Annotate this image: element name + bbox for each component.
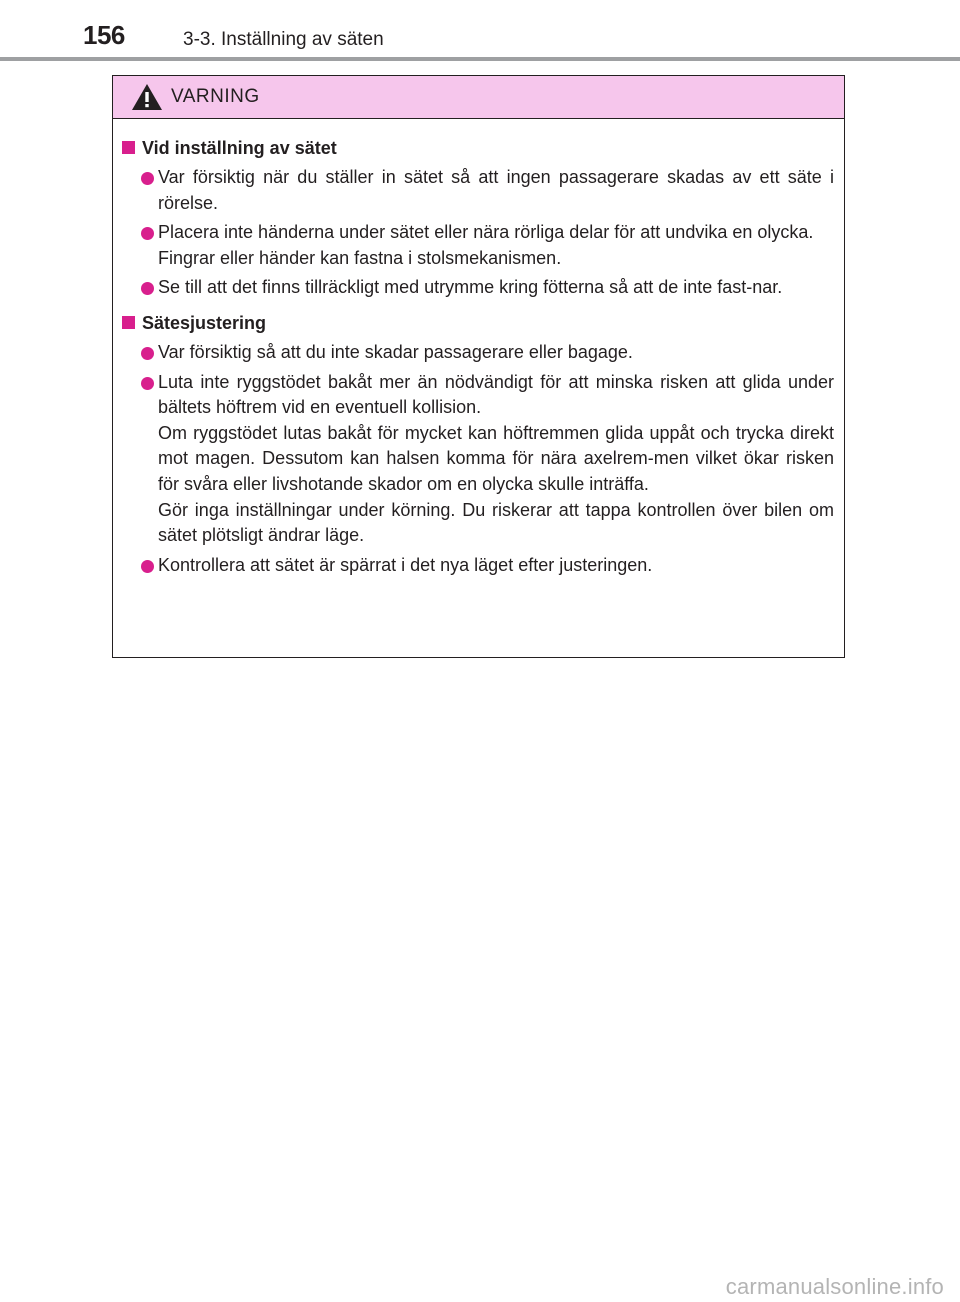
bullet-text: Fingrar eller händer kan fastna i stolsmekanismen. <box>158 247 562 268</box>
list-item <box>121 220 836 271</box>
page-number: 156 <box>83 20 125 50</box>
list-item <box>121 340 836 366</box>
section-heading <box>121 135 836 161</box>
watermark: carmanualsonline.info <box>725 1274 944 1299</box>
warning-label: VARNING <box>171 86 260 107</box>
circle-bullet-icon <box>141 560 154 573</box>
bullet-text: Var försiktig när du ställer in sätet så att ingen passagerare skadas av ett säte i rörelse. <box>158 167 834 213</box>
warning-header <box>113 76 844 119</box>
list-item <box>121 275 836 301</box>
section-heading-text: Vid inställning av sätet <box>142 138 337 158</box>
circle-bullet-icon <box>141 377 154 390</box>
warning-triangle-icon <box>131 83 163 111</box>
list-item <box>121 553 836 579</box>
circle-bullet-icon <box>141 347 154 360</box>
list-item <box>121 165 836 216</box>
header-rule <box>0 57 960 61</box>
bullet-text: Om ryggstödet lutas bakåt för mycket kan höftremmen glida uppåt och trycka direkt mot magen. Dessutom kan halsen komma för nära axelrem-men vilket ökar risken för svåra eller livshotande skador om en olycka skulle inträffa. <box>158 422 834 494</box>
square-bullet-icon <box>122 316 135 329</box>
bullet-text: Kontrollera att sätet är spärrat i det nya läget efter justeringen. <box>158 554 653 575</box>
section-heading-text: Sätesjustering <box>142 312 267 333</box>
section-heading <box>121 310 836 336</box>
bullet-text: Gör inga inställningar under körning. Du riskerar att tappa kontrollen över bilen om sätet plötsligt ändrar läge. <box>158 499 834 546</box>
warning-box <box>112 75 845 658</box>
circle-bullet-icon <box>141 282 154 295</box>
list-item <box>121 370 836 549</box>
page-header <box>0 0 960 62</box>
square-bullet-icon <box>122 141 135 154</box>
bullet-text: Placera inte händerna under sätet eller nära rörliga delar för att undvika en olycka. <box>158 222 814 243</box>
bullet-text: Se till att det finns tillräckligt med utrymme kring fötterna så att de inte fast-nar. <box>158 277 783 298</box>
section-title: 3-3. Inställning av säten <box>183 29 384 50</box>
bullet-text: Luta inte ryggstödet bakåt mer än nödvändigt för att minska risken att glida under bältets höftrem vid en eventuell kollision. <box>158 371 834 418</box>
circle-bullet-icon <box>141 172 154 185</box>
circle-bullet-icon <box>141 227 154 240</box>
bullet-text: Var försiktig så att du inte skadar passagerare eller bagage. <box>158 341 633 362</box>
warning-body <box>113 119 844 578</box>
